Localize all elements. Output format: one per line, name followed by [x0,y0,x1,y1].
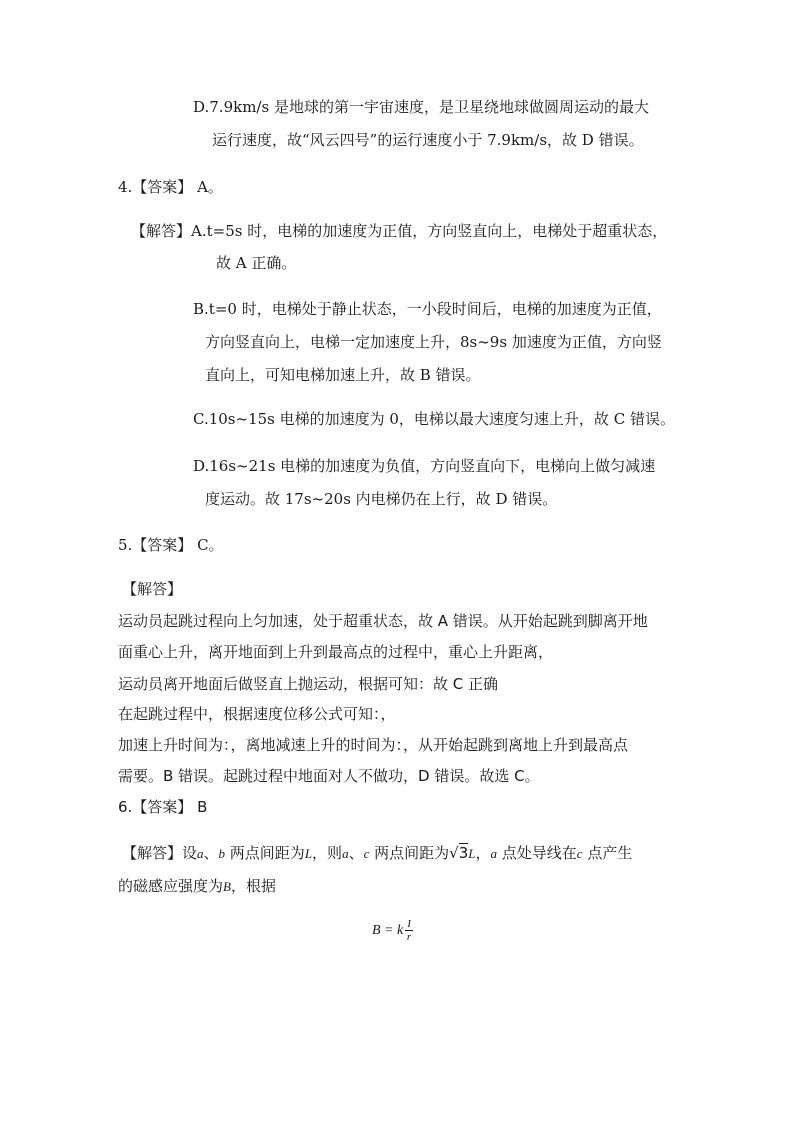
q4-option-c-line1: C.10s~15s 电梯的加速度为 0，电梯以最大速度匀速上升，故 C 错误。 [193,410,675,428]
q4-answer: 4.【答案】 A。 [118,178,223,196]
formula-numerator: I [407,918,411,930]
q6-sep: 、 [203,844,219,862]
q5-analysis-line2: 面重心上升，离开地面到上升到最高点的过程中，重心上升距离， [118,643,554,661]
q6-text-prefix: 【解答】设 [122,844,198,862]
q5-analysis-line6: 需要。B 错误。起跳过程中地面对人不做功，D 错误。故选 C。 [118,767,540,785]
q3-option-d-line1: D.7.9km/s 是地球的第一宇宙速度，是卫星绕地球做圆周运动的最大 [193,98,649,116]
q3-option-d-line2: 运行速度，故“风云四号”的运行速度小于 7.9km/s，故 D 错误。 [212,131,644,149]
var-a: a [342,846,349,861]
q6-text: ，根据 [230,877,276,895]
q4-option-b-line1: B.t=0 时，电梯处于静止状态，一小段时间后，电梯的加速度为正值， [193,300,662,318]
q4-analysis-a-line1: 【解答】A.t=5s 时，电梯的加速度为正值，方向竖直向上，电梯处于超重状态， [131,222,668,240]
q5-analysis-heading: 【解答】 [122,580,183,598]
q6-analysis-line2 [118,875,276,898]
q6-text: 两点间距为 [369,844,450,862]
formula-denominator: r [406,931,412,943]
var-a: a [490,846,497,861]
var-B: B [223,879,231,894]
var-L: L [304,846,313,861]
formula-fraction [405,918,413,943]
var-c: c [576,846,583,861]
sqrt-expression: √3 [449,844,469,862]
q6-analysis-line1 [122,842,632,865]
formula-lhs: B = k [372,922,404,938]
var-L: L [468,846,476,861]
q6-text: 的磁感应强度为 [118,877,224,895]
q6-answer: 6.【答案】 B [118,798,208,816]
q6-text: 点产生 [582,844,633,862]
var-b: b [218,846,226,861]
sqrt-radicand: 3 [458,844,469,862]
q4-option-d-line1: D.16s~21s 电梯的加速度为负值，方向竖直向下，电梯向上做匀减速 [193,457,656,475]
q4-option-b-line2: 方向竖直向上，电梯一定加速度上升，8s~9s 加速度为正值，方向竖 [205,333,662,351]
q6-text: ，则 [312,844,343,862]
magnetic-field-formula [372,918,413,943]
q5-analysis-line3: 运动员离开地面后做竖直上抛运动，根据可知：故 C 正确 [118,675,499,693]
q4-option-b-line3: 直向上，可知电梯加速上升，故 B 错误。 [205,366,481,384]
q5-answer: 5.【答案】 C。 [118,536,224,554]
q4-analysis-a-line2: 故 A 正确。 [216,254,297,272]
q5-analysis-line4: 在起跳过程中，根据速度位移公式可知：， [118,705,396,723]
q6-text: ， [475,844,491,862]
q5-analysis-line1: 运动员起跳过程向上匀加速，处于超重状态，故 A 错误。从开始起跳到脚离开地 [118,612,648,630]
q5-analysis-line5: 加速上升时间为：，离地减速上升的时间为：，从开始起跳到离地上升到最高点 [118,736,629,754]
q4-option-d-line2: 度运动。故 17s~20s 内电梯仍在上行，故 D 错误。 [205,490,558,508]
q6-text: 点处导线在 [497,844,577,862]
q6-sep: 、 [348,844,364,862]
var-a: a [197,846,204,861]
q6-text: 两点间距为 [225,844,305,862]
var-c: c [363,846,370,861]
